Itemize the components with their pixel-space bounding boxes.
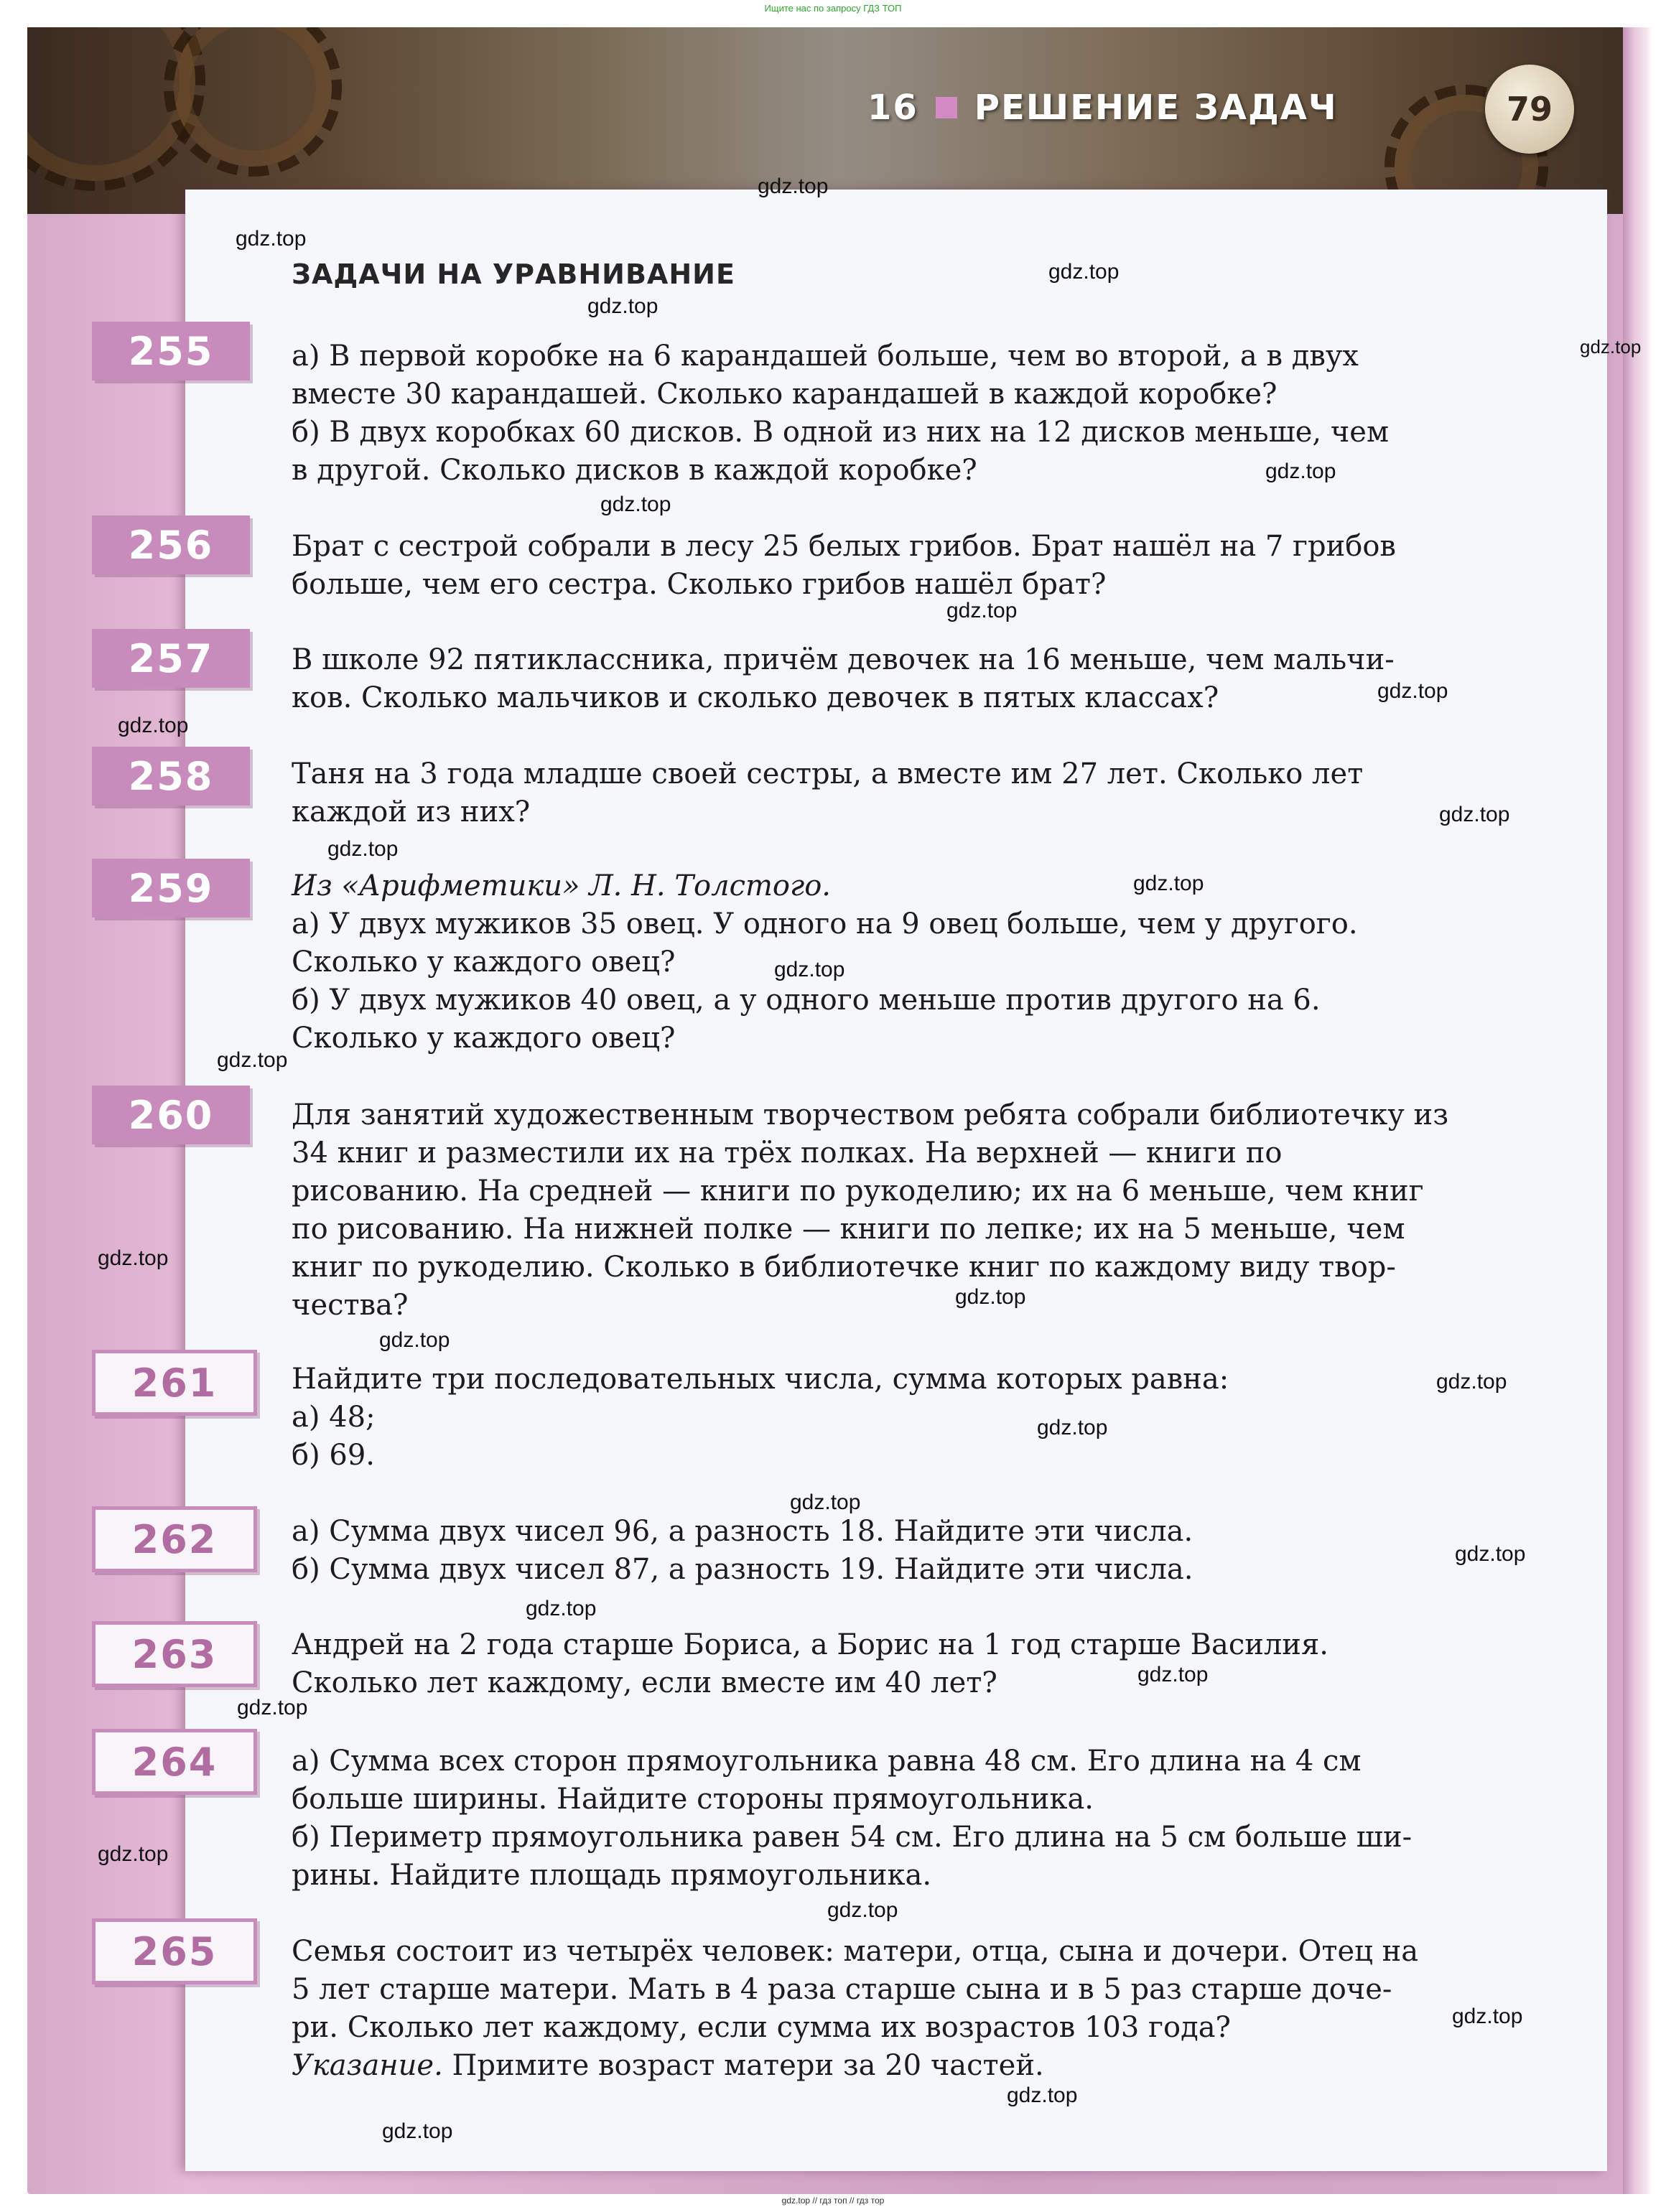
chapter-title: РЕШЕНИЕ ЗАДАЧ bbox=[974, 88, 1338, 128]
task-line: в другой. Сколько дисков в каждой коробке? bbox=[292, 454, 977, 487]
chapter-heading bbox=[867, 79, 1338, 136]
watermark: gdz.top bbox=[327, 837, 399, 861]
task-number-265: 265 bbox=[92, 1918, 257, 1984]
section-title: ЗАДАЧИ НА УРАВНИВАНИЕ bbox=[292, 258, 735, 290]
task-number-261: 261 bbox=[92, 1350, 257, 1416]
task-257 bbox=[292, 641, 1508, 717]
task-number-257: 257 bbox=[92, 629, 250, 688]
watermark: gdz.top bbox=[1133, 872, 1204, 895]
bottom-note: gdz.top // гдз топ // гдз тор bbox=[781, 2195, 885, 2206]
task-line: Сколько у каждого овец? bbox=[292, 1022, 676, 1055]
task-line: 34 книг и разместили их на трёх полках. На верхней — книги по bbox=[292, 1137, 1283, 1170]
watermark: gdz.top bbox=[526, 1597, 597, 1620]
chapter-number: 16 bbox=[867, 88, 918, 128]
task-number-258: 258 bbox=[92, 747, 250, 806]
watermark: gdz.top bbox=[118, 714, 189, 737]
task-line: б) В двух коробках 60 дисков. В одной из них на 12 дисков меньше, чем bbox=[292, 416, 1390, 449]
task-line: а) 48; bbox=[292, 1401, 376, 1434]
task-line: б) У двух мужиков 40 овец, а у одного меньше против другого на 6. bbox=[292, 984, 1321, 1017]
watermark: gdz.top bbox=[1137, 1663, 1209, 1686]
task-hint bbox=[292, 2047, 1508, 2085]
task-line: 5 лет старше матери. Мать в 4 раза старше сына и в 5 раз старше доче- bbox=[292, 1973, 1392, 2006]
hint-text: Примите возраст матери за 20 частей. bbox=[442, 2049, 1044, 2082]
task-number-260: 260 bbox=[92, 1086, 250, 1144]
task-260 bbox=[292, 1096, 1508, 1325]
task-265 bbox=[292, 1933, 1508, 2085]
watermark: gdz.top bbox=[379, 1328, 450, 1352]
task-line: чества? bbox=[292, 1289, 409, 1322]
task-line: книг по рукоделию. Сколько в библиотечке книг по каждому виду твор- bbox=[292, 1251, 1396, 1284]
task-line: рисованию. На средней — книги по рукоделию; их на 6 меньше, чем книг bbox=[292, 1175, 1424, 1208]
watermark: gdz.top bbox=[1037, 1416, 1108, 1439]
watermark: gdz.top bbox=[98, 1842, 169, 1866]
task-source: Из «Арифметики» Л. Н. Толстого. bbox=[292, 869, 831, 902]
task-line: б) Сумма двух чисел 87, а разность 19. Найдите эти числа. bbox=[292, 1553, 1193, 1586]
task-line: б) 69. bbox=[292, 1439, 376, 1472]
task-258 bbox=[292, 755, 1508, 831]
task-line: вместе 30 карандашей. Сколько карандашей в каждой коробке? bbox=[292, 378, 1278, 411]
task-line: рины. Найдите площадь прямоугольника. bbox=[292, 1859, 932, 1892]
watermark: gdz.top bbox=[1048, 260, 1120, 284]
task-256 bbox=[292, 528, 1508, 604]
watermark: gdz.top bbox=[1439, 803, 1510, 826]
task-261 bbox=[292, 1361, 1508, 1475]
watermark: gdz.top bbox=[790, 1490, 861, 1514]
task-number-264: 264 bbox=[92, 1729, 257, 1795]
task-line: Найдите три последовательных числа, сумма которых равна: bbox=[292, 1363, 1229, 1396]
watermark: gdz.top bbox=[774, 958, 845, 981]
watermark: gdz.top bbox=[1436, 1370, 1507, 1394]
watermark: gdz.top bbox=[237, 1696, 308, 1719]
task-line: Таня на 3 года младше своей сестры, а вместе им 27 лет. Сколько лет bbox=[292, 757, 1364, 790]
watermark: gdz.top bbox=[1580, 336, 1642, 358]
watermark: gdz.top bbox=[217, 1048, 288, 1072]
watermark: gdz.top bbox=[1377, 679, 1448, 703]
watermark: gdz.top bbox=[955, 1285, 1026, 1309]
task-line: а) Сумма двух чисел 96, а разность 18. Найдите эти числа. bbox=[292, 1515, 1193, 1548]
task-number-262: 262 bbox=[92, 1506, 257, 1572]
square-bullet-icon bbox=[936, 97, 957, 118]
watermark: gdz.top bbox=[827, 1898, 898, 1922]
task-number-263: 263 bbox=[92, 1621, 257, 1687]
task-line: больше, чем его сестра. Сколько грибов нашёл брат? bbox=[292, 568, 1107, 601]
task-line: Брат с сестрой собрали в лесу 25 белых грибов. Брат нашёл на 7 грибов bbox=[292, 530, 1396, 563]
task-line: Для занятий художественным творчеством ребята собрали библиотечку из bbox=[292, 1098, 1449, 1131]
task-line: ри. Сколько лет каждому, если сумма их возрастов 103 года? bbox=[292, 2011, 1231, 2044]
task-line: а) Сумма всех сторон прямоугольника равна 48 см. Его длина на 4 см bbox=[292, 1745, 1362, 1778]
top-note: Ищите нас по запросу ГДЗ ТОП bbox=[764, 3, 902, 14]
task-263 bbox=[292, 1626, 1508, 1702]
watermark: gdz.top bbox=[1007, 2083, 1078, 2107]
task-number-256: 256 bbox=[92, 515, 250, 574]
task-line: Семья состоит из четырёх человек: матери, отца, сына и дочери. Отец на bbox=[292, 1935, 1419, 1968]
task-number-259: 259 bbox=[92, 859, 250, 918]
task-line: В школе 92 пятиклассника, причём девочек на 16 меньше, чем мальчи- bbox=[292, 643, 1395, 676]
page-header bbox=[27, 27, 1652, 214]
task-line: а) В первой коробке на 6 карандашей больше, чем во второй, а в двух bbox=[292, 340, 1359, 373]
task-line: Сколько лет каждому, если вместе им 40 лет? bbox=[292, 1666, 997, 1699]
task-line: б) Периметр прямоугольника равен 54 см. Его длина на 5 см больше ши- bbox=[292, 1821, 1413, 1854]
watermark: gdz.top bbox=[236, 227, 307, 251]
task-line: Сколько у каждого овец? bbox=[292, 946, 676, 979]
task-line: каждой из них? bbox=[292, 795, 531, 829]
gear-decoration bbox=[164, 27, 342, 177]
page-number: 79 bbox=[1485, 65, 1574, 154]
task-line: ков. Сколько мальчиков и сколько девочек в пятых классах? bbox=[292, 681, 1219, 714]
watermark: gdz.top bbox=[1265, 459, 1336, 483]
watermark: gdz.top bbox=[1455, 1542, 1526, 1566]
task-line: больше ширины. Найдите стороны прямоугольника. bbox=[292, 1783, 1094, 1816]
task-line: по рисованию. На нижней полке — книги по лепке; их на 5 меньше, чем bbox=[292, 1213, 1405, 1246]
watermark: gdz.top bbox=[600, 493, 671, 516]
watermark: gdz.top bbox=[946, 599, 1018, 622]
task-264 bbox=[292, 1742, 1508, 1895]
watermark: gdz.top bbox=[382, 2119, 453, 2143]
hint-label: Указание. bbox=[292, 2049, 443, 2082]
task-line: а) У двух мужиков 35 овец. У одного на 9 овец больше, чем у другого. bbox=[292, 907, 1358, 941]
task-number-255: 255 bbox=[92, 322, 250, 381]
task-line: Андрей на 2 года старше Бориса, а Борис на 1 год старше Василия. bbox=[292, 1628, 1328, 1661]
watermark: gdz.top bbox=[758, 174, 829, 198]
watermark: gdz.top bbox=[98, 1246, 169, 1270]
task-262 bbox=[292, 1513, 1508, 1589]
watermark: gdz.top bbox=[587, 294, 659, 318]
task-259 bbox=[292, 867, 1508, 1058]
watermark: gdz.top bbox=[1452, 2005, 1523, 2028]
